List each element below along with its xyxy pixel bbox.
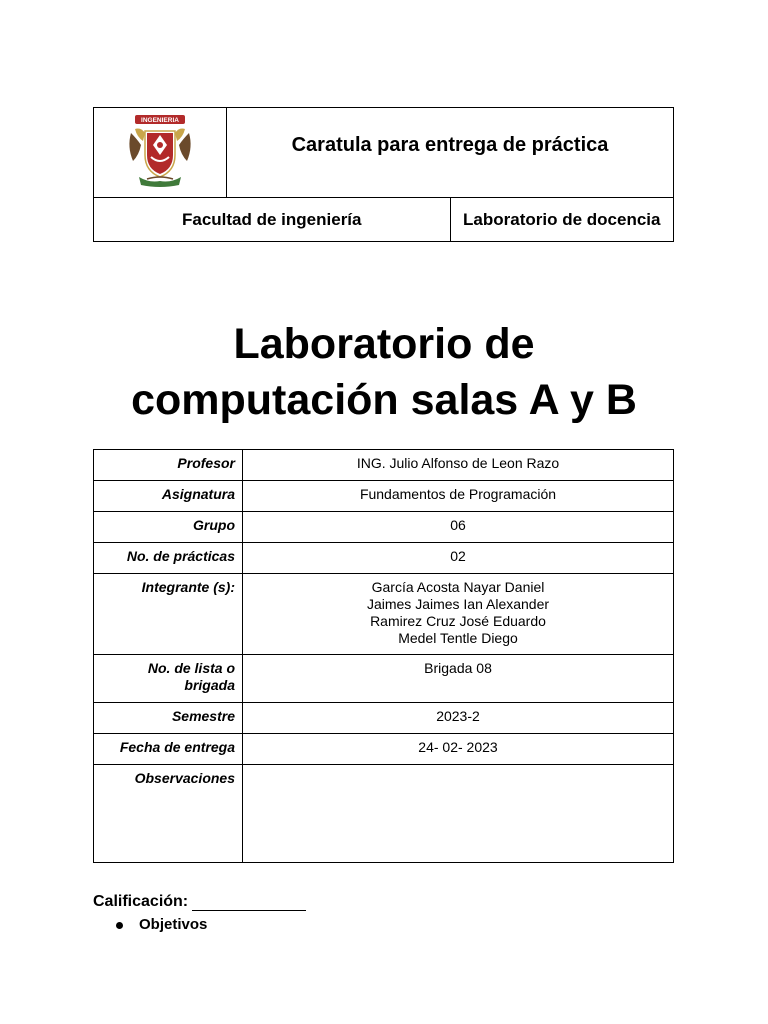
practicas-value: 02 (243, 543, 674, 574)
member-name: Jaimes Jaimes Ian Alexander (366, 596, 550, 612)
profesor-label: Profesor (94, 450, 243, 481)
table-row (94, 450, 674, 481)
observaciones-value (243, 765, 674, 863)
list-item (116, 916, 207, 933)
main-title-line1: Laboratorio de (233, 320, 535, 368)
calificacion-line (93, 893, 306, 911)
grupo-label: Grupo (94, 512, 243, 543)
info-table (93, 449, 674, 863)
grupo-value: 06 (243, 512, 674, 543)
lista-value: Brigada 08 (243, 655, 674, 703)
table-row (94, 734, 674, 765)
profesor-value: ING. Julio Alfonso de Leon Razo (243, 450, 674, 481)
lista-label-line1: No. de lista o (147, 660, 235, 676)
lista-label-line2: brigada (184, 677, 235, 693)
objetivos-label: Objetivos (139, 916, 208, 933)
bullet-icon (116, 922, 123, 929)
table-row (94, 574, 674, 655)
fecha-value: 24- 02- 2023 (243, 734, 674, 765)
table-row (94, 543, 674, 574)
calificacion-label: Calificación: (93, 893, 189, 910)
integrantes-value (243, 574, 674, 655)
semestre-label: Semestre (94, 703, 243, 734)
lista-label (94, 655, 243, 703)
logo-cell (94, 108, 227, 198)
logo-banner-text: INGENIERIA (141, 117, 179, 124)
table-row (94, 765, 674, 863)
practicas-label: No. de prácticas (94, 543, 243, 574)
header-table (93, 107, 674, 242)
member-name: Medel Tentle Diego (398, 630, 518, 646)
cover-title: Caratula para entrega de práctica (227, 108, 674, 198)
member-name: Ramirez Cruz José Eduardo (370, 613, 546, 629)
asignatura-value: Fundamentos de Programación (243, 481, 674, 512)
faculty-logo (125, 111, 195, 189)
table-row (94, 655, 674, 703)
member-name: García Acosta Nayar Daniel (371, 579, 545, 595)
semestre-value: 2023-2 (243, 703, 674, 734)
main-title (0, 316, 768, 428)
calificacion-blank (192, 894, 306, 911)
fecha-label: Fecha de entrega (94, 734, 243, 765)
lab-name: Laboratorio de docencia (450, 198, 674, 242)
table-row (94, 703, 674, 734)
observaciones-label: Observaciones (94, 765, 243, 863)
table-row (94, 512, 674, 543)
main-title-line2: computación salas A y B (131, 376, 637, 424)
integrantes-label: Integrante (s): (94, 574, 243, 655)
asignatura-label: Asignatura (94, 481, 243, 512)
table-row (94, 481, 674, 512)
faculty-name: Facultad de ingeniería (94, 198, 451, 242)
